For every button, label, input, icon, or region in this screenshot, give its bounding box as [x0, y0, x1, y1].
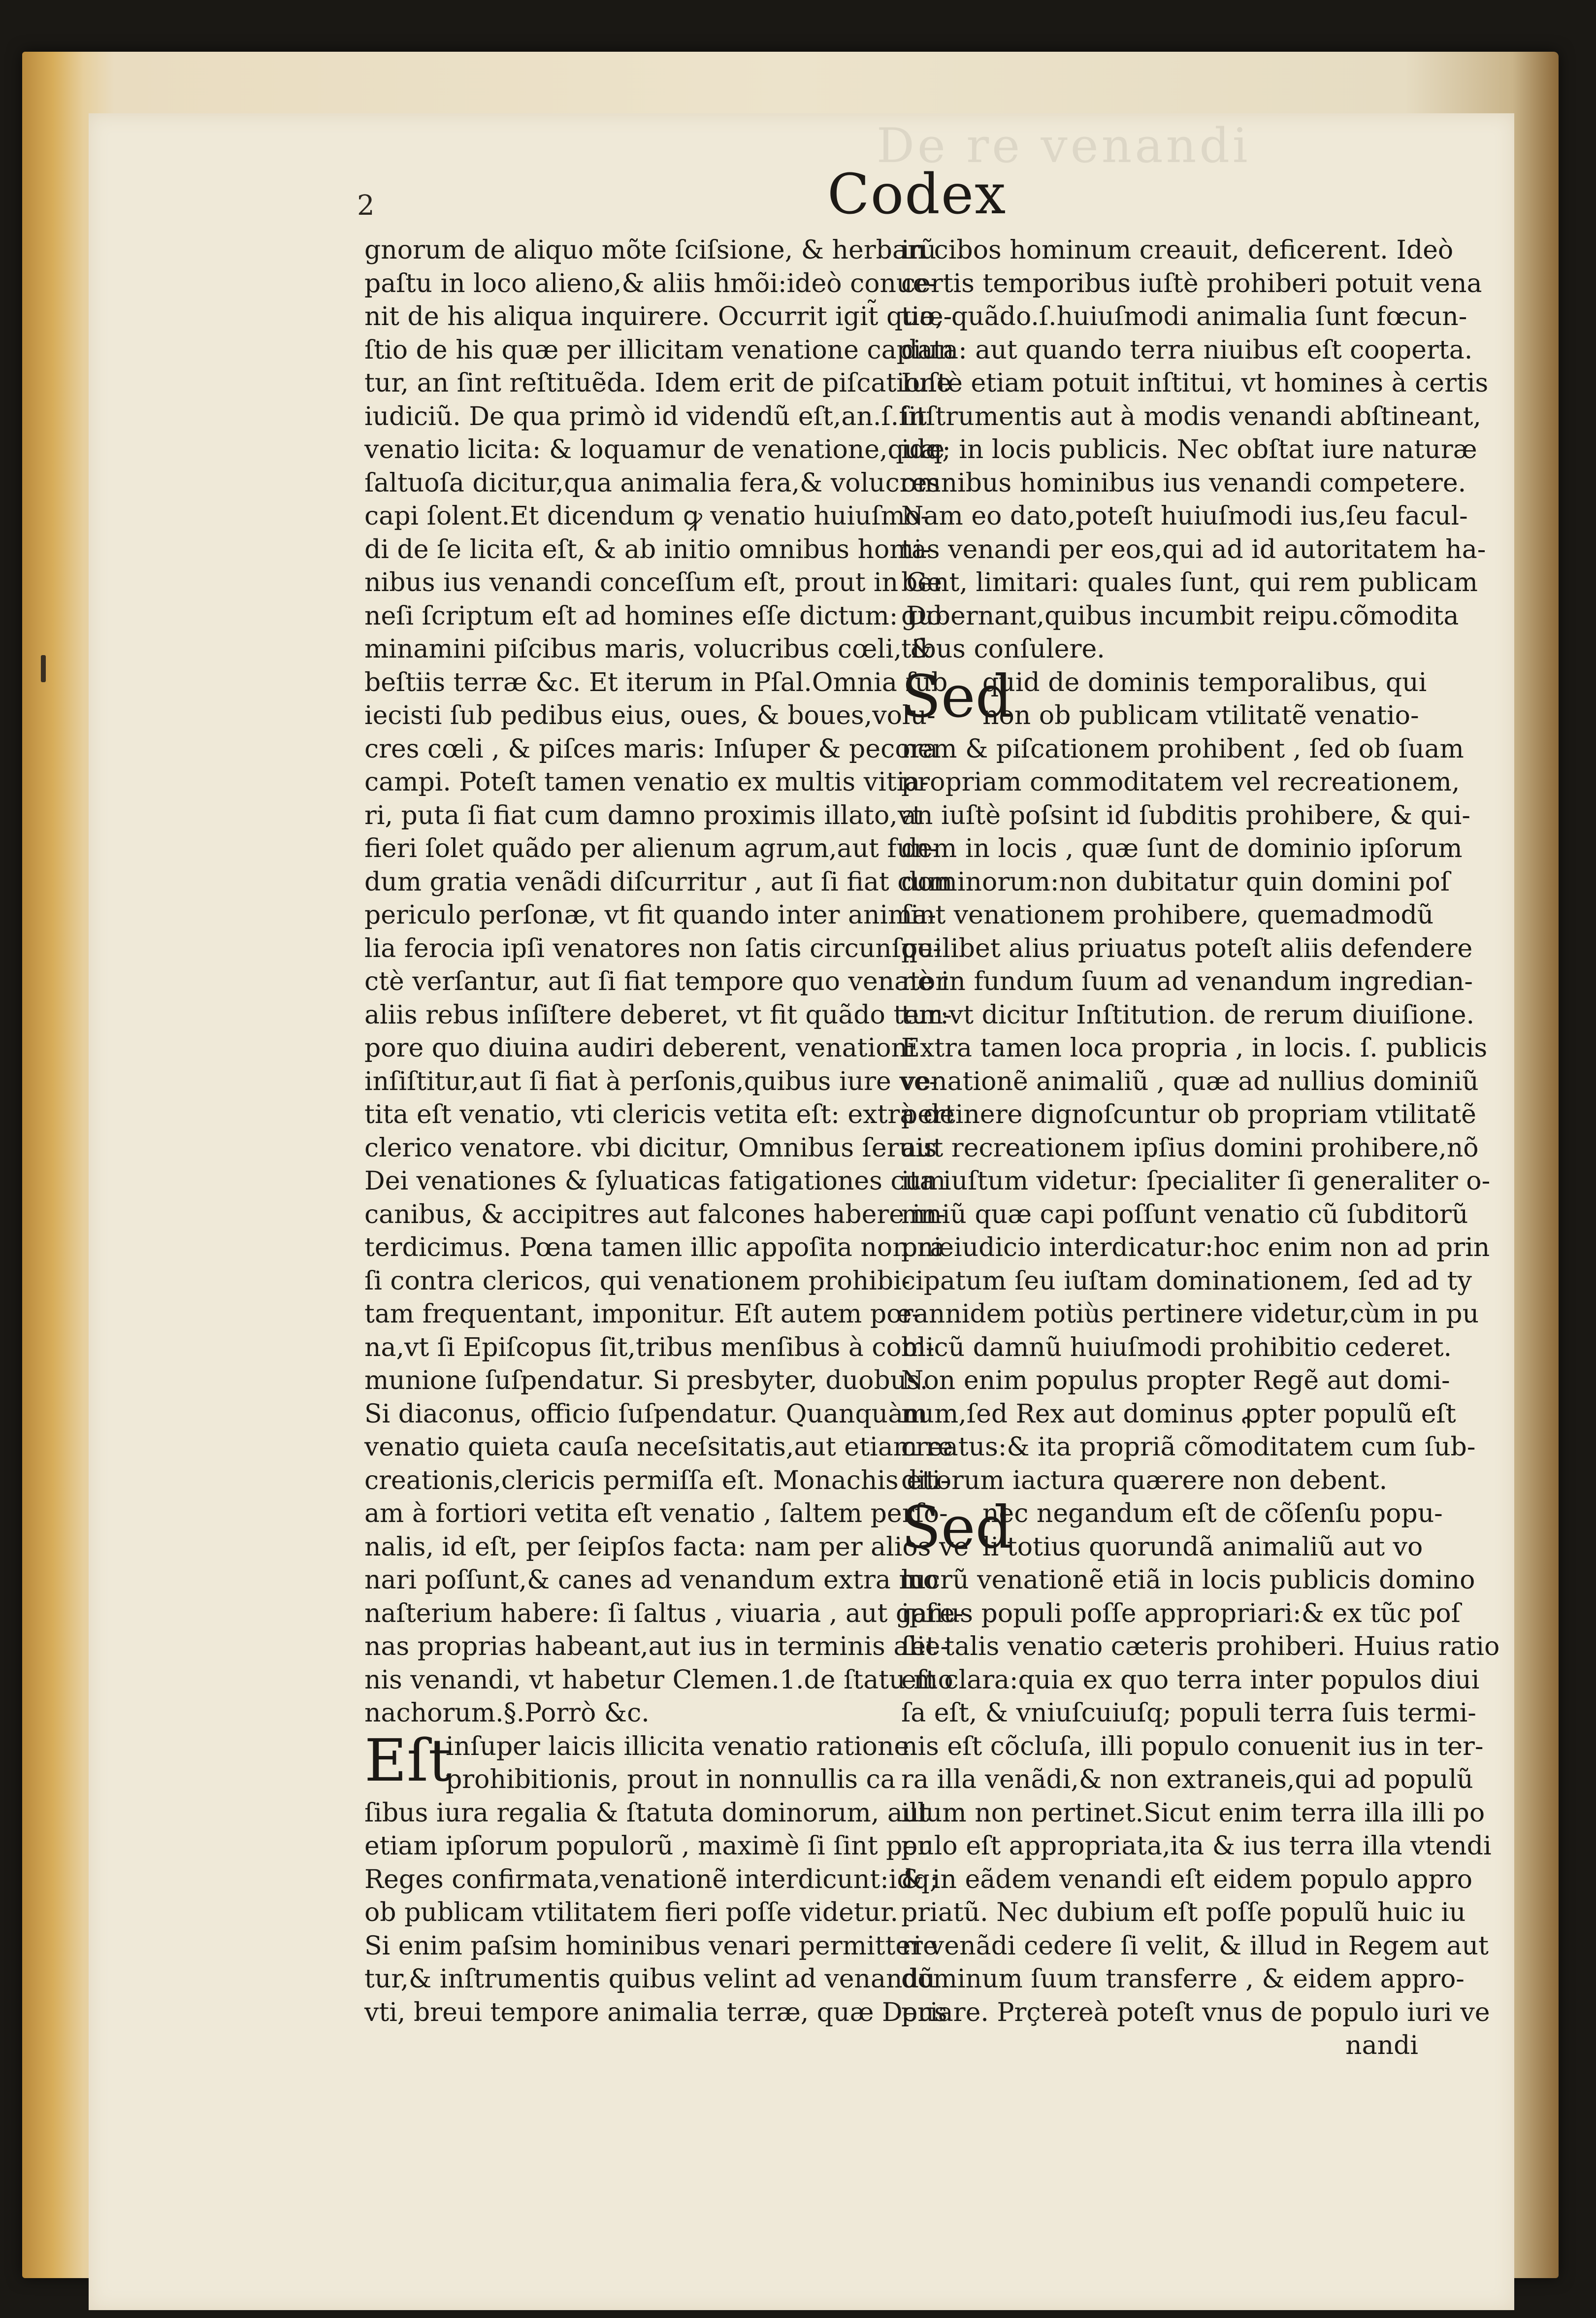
text-line: nis eſt cõcluſa, illi populo conuenit ius in ter- [901, 1731, 1484, 1761]
text-line: mniũ quæ capi poſſunt venatio cũ ſubditorũ [901, 1199, 1468, 1229]
text-line: nari poſſunt,& canes ad venandum extra mo [364, 1565, 939, 1595]
text-line: dem in locis , quæ ſunt de dominio ipſorum [901, 834, 1463, 863]
text-line: venationẽ animaliũ , quæ ad nullius dominiũ [901, 1066, 1479, 1096]
est-paragraph-initial: Eſt [364, 1726, 452, 1794]
text-line: cres cœli , & piſces maris: Inſuper & pecora [364, 734, 938, 764]
text-line: quilibet alius priuatus poteſt aliis defendere [901, 933, 1473, 963]
text-line: nalis, id eſt, per ſeipſos facta: nam per alios ve [364, 1532, 969, 1562]
text-line: aliis rebus inſiſtere deberet, vt fit quãdo tem- [364, 1000, 952, 1030]
text-line: ſaltuoſa dicitur,qua animalia fera,& volucres [364, 468, 941, 498]
text-line: tam frequentant, imponitur. Eſt autem pœ- [364, 1299, 921, 1329]
text-line: nachorum.§.Porrò &c. [364, 1698, 650, 1728]
text-line: ob publicam vtilitatem fieri poſſe videtur. [364, 1898, 898, 1927]
text-line: paſtu in loco alieno,& aliis hmõi:ideò conue- [364, 268, 937, 298]
text-line: iecisti ſub pedibus eius, oues, & boues,volu- [364, 701, 936, 730]
text-line: Si enim paſsim hominibus venari permittere [364, 1931, 938, 1961]
text-line: etiam ipſorum populorũ , maximè ſi ſint per [364, 1831, 930, 1861]
text-line: tita eſt venatio, vti clericis vetita eſt: extrà de [364, 1100, 955, 1129]
est-paragraph-opening [364, 1726, 910, 1797]
text-line: canibus, & accipitres aut falcones habere in- [364, 1199, 946, 1229]
text-line: nem & piſcationem prohibent , ſed ob ſuam [901, 734, 1464, 764]
text-line: venatio quieta cauſa neceſsitatis,aut etiam re [364, 1432, 953, 1462]
bleed-through-text: De re venandi [877, 118, 1251, 173]
text-line: capi ſolent.Et dicendum ꝙ venatio huiuſmo- [364, 501, 929, 531]
text-line: cipatum ſeu iuſtam dominationem, ſed ad ty [901, 1266, 1472, 1296]
text-line: eſt clara:quia ex quo terra inter populos diui [901, 1665, 1480, 1695]
text-line: inſiſtitur,aut ſi fiat à perſonis,quibus iure ve- [364, 1066, 938, 1096]
text-line: tibus conſulere. [901, 634, 1105, 664]
text-line: ra illa venãdi,& non extraneis,qui ad populũ [901, 1765, 1473, 1794]
text-line: am à fortiori vetita eſt venatio , ſaltem perſo- [364, 1499, 948, 1528]
text-line: lucrũ venationẽ etiã in locis publicis domino [901, 1565, 1475, 1595]
text-line: venatio licita: & loquamur de venatione,quæ [364, 435, 945, 464]
text-line: nibus ius venandi conceſſum eſt, prout in Ge [364, 568, 942, 597]
text-line: ſi contra clericos, qui venationem prohibi- [364, 1266, 911, 1296]
text-line: Dei venationes & ſyluaticas fatigationes cum [364, 1166, 946, 1196]
text-line: non ob publicam vtilitatẽ venatio- [982, 701, 1419, 730]
text-line: periculo perſonæ, vt fit quando inter anima- [364, 900, 937, 930]
text-line: nec negandum eſt de cõſenſu popu- [982, 1499, 1443, 1528]
text-line: pulo eſt appropriata,ita & ius terra illa vtendi [901, 1831, 1492, 1861]
text-line: ſint venationem prohibere, quemadmodũ [901, 900, 1434, 930]
text-line: in cibos hominum creauit, deficerent. Ideò [901, 235, 1454, 265]
text-line: præiudicio interdicatur:hoc enim non ad prin [901, 1233, 1490, 1262]
sed-paragraph-1-initial: Sed [901, 662, 1013, 730]
text-line: tur,& inſtrumentis quibus velint ad venandũ [364, 1964, 936, 1994]
text-line: pore quo diuina audiri deberent, venationi [364, 1033, 916, 1063]
text-line: fieri ſolet quãdo per alienum agrum,aut fun- [364, 834, 939, 863]
sed-paragraph-1-opening [901, 662, 1427, 733]
right-column [901, 234, 1500, 2063]
text-line: nè in fundum ſuum ad venandum ingredian- [901, 967, 1473, 996]
text-line: Nam eo dato,poteſt huiuſmodi ius,ſeu facul- [901, 501, 1468, 531]
text-line: Extra tamen loca propria , in locis. ſ. publicis [901, 1033, 1488, 1063]
text-line: tur:vt dicitur Inſtitution. de rerum diuiſione. [901, 1000, 1475, 1030]
left-column [364, 234, 969, 2029]
text-line: ditorum iactura quærere non debent. [901, 1465, 1388, 1495]
text-line: bent, limitari: quales ſunt, qui rem publicam [901, 568, 1478, 597]
text-line: Iuſtè etiam potuit inſtitui, vt homines à certis [901, 368, 1489, 398]
text-line: ſibus iura regalia & ſtatuta dominorum, aut [364, 1798, 930, 1828]
text-line: di de ſe licita eſt, & ab initio omnibus homi- [364, 534, 931, 564]
text-line: li totius quorundã animaliũ aut vo [982, 1532, 1423, 1562]
text-line: dum gratia venãdi diſcurritur , aut ſi fiat cum [364, 867, 953, 897]
running-head: Codex [827, 163, 1007, 227]
text-line: minamini piſcibus maris, volucribus cœli, & [364, 634, 933, 664]
text-line: dominorum:non dubitatur quin domini poſ [901, 867, 1450, 897]
text-line: omnibus hominibus ius venandi competere. [901, 468, 1466, 498]
text-line: Non enim populus propter Regẽ aut domi- [901, 1366, 1450, 1395]
text-line: naſterium habere: ſi ſaltus , viuaria , aut gare- [364, 1598, 964, 1628]
text-line: an iuſtè poſsint id ſubditis prohibere, & qui- [901, 800, 1470, 830]
text-line: prohibitionis, prout in nonnullis ca [446, 1765, 896, 1794]
text-line: num,ſed Rex aut dominus ꝓpter populũ eſt [901, 1399, 1456, 1429]
sed-paragraph-2-opening [901, 1493, 1443, 1564]
text-line: priare. Prçtereà poteſt vnus de populo iuri ve [901, 1997, 1490, 2027]
text-line: ſa eſt, & vniuſcuiuſq; populi terra ſuis termi- [901, 1698, 1476, 1728]
text-line: na,vt ſi Epiſcopus ſit,tribus menſibus à com- [364, 1332, 935, 1362]
text-line: munione ſuſpendatur. Si presbyter, duobus. [364, 1366, 928, 1395]
text-line: priatũ. Nec dubium eſt poſſe populũ huic iu [901, 1898, 1466, 1927]
text-line: creationis,clericis permiſſa eſt. Monachis eti- [364, 1465, 949, 1495]
text-line: nit de his aliqua inquirere. Occurrit igit̃ quæ- [364, 302, 952, 331]
text-line: blicũ damnũ huiuſmodi prohibitio cederet. [901, 1332, 1452, 1362]
text-line: Reges confirmata,venationẽ interdicunt:idq; [364, 1864, 939, 1894]
text-line: tur, an ſint reſtituẽda. Idem erit de piſcatione [364, 368, 952, 398]
text-line: inſtrumentis aut à modis venandi abſtineant, [901, 401, 1481, 431]
text-line: terdicimus. Pœna tamen illic appoſita non ni [364, 1233, 942, 1262]
text-line: ri venãdi cedere ſi velit, & illud in Regem aut [901, 1931, 1489, 1961]
text-line: nis venandi, vt habetur Clemen.1.de ſtatu mo [364, 1665, 953, 1695]
text-line: ita iuſtum videtur: ſpecialiter ſi generaliter o- [901, 1166, 1491, 1196]
text-line: illum non pertinet.Sicut enim terra illa illi po [901, 1798, 1485, 1828]
text-line: propriam commoditatem vel recreationem, [901, 767, 1460, 797]
text-line: campi. Poteſt tamen venatio ex multis vitia- [364, 767, 929, 797]
text-line: pertinere dignoſcuntur ob propriam vtilitatẽ [901, 1100, 1476, 1129]
text-line: ri, puta ſi fiat cum damno proximis illato,vt [364, 800, 923, 830]
text-line: vti, breui tempore animalia terræ, quæ Deus [364, 1997, 947, 2027]
text-line: inſuper laicis illicita venatio ratione [446, 1731, 910, 1761]
text-line: quid de dominis temporalibus, qui [982, 667, 1427, 697]
gutter-mark [41, 655, 46, 682]
folio-number: 2 [357, 190, 375, 222]
text-line: dominum ſuum transferre , & eidem appro- [901, 1964, 1465, 1994]
text-line: aut recreationem ipſius domini prohibere,nõ [901, 1133, 1479, 1163]
text-line: certis temporibus iuſtè prohiberi potuit vena [901, 268, 1482, 298]
text-line: tio, quãdo.ſ.huiuſmodi animalia ſunt fœcun- [901, 302, 1467, 331]
text-line: ſtio de his quæ per illicitam venatione capiun [364, 335, 954, 365]
text-line: & in eãdem venandi eſt eidem populo appro [901, 1864, 1473, 1894]
text-line: tas venandi per eos,qui ad id autoritatem ha- [901, 534, 1486, 564]
text-line: creatus:& ita propriã cõmoditatem cum ſub- [901, 1432, 1476, 1462]
text-line: ſet talis venatio cæteris prohiberi. Huius ratio [901, 1632, 1500, 1661]
sed-paragraph-2-initial: Sed [901, 1493, 1013, 1561]
text-line: data: aut quando terra niuibus eſt cooperta. [901, 335, 1473, 365]
text-line: lia ferocia ipſi venatores non ſatis circunſpe- [364, 933, 942, 963]
catchword: nandi [1345, 2031, 1418, 2060]
text-line: gnorum de aliquo mõte ſciſsione, & herbarũ [364, 235, 937, 265]
text-line: rannidem potiùs pertinere videtur,cùm in pu [901, 1299, 1479, 1329]
text-line: ctè verſantur, aut ſi fiat tempore quo venator [364, 967, 948, 996]
text-line: gubernant,quibus incumbit reipu.cõmodita [901, 601, 1459, 631]
text-line: neſi ſcriptum eſt ad homines eſſe dictum: Do [364, 601, 942, 631]
text-line: Si diaconus, officio ſuſpendatur. Quanquàm [364, 1399, 928, 1429]
text-line: ipſius populi poſſe appropriari:& ex tũc poſ [901, 1598, 1461, 1628]
text-line: iudiciũ. De qua primò id videndũ eſt,an.ſ.ſit [364, 401, 927, 431]
text-line: clerico venatore. vbi dicitur, Omnibus ſeruis [364, 1133, 937, 1163]
text-line: nas proprias habeant,aut ius in terminis alie- [364, 1632, 949, 1661]
text-line: idq; in locis publicis. Nec obſtat iure naturæ [901, 435, 1477, 464]
text-line: beſtiis terræ &c. Et iterum in Pſal.Omnia ſub [364, 667, 948, 697]
